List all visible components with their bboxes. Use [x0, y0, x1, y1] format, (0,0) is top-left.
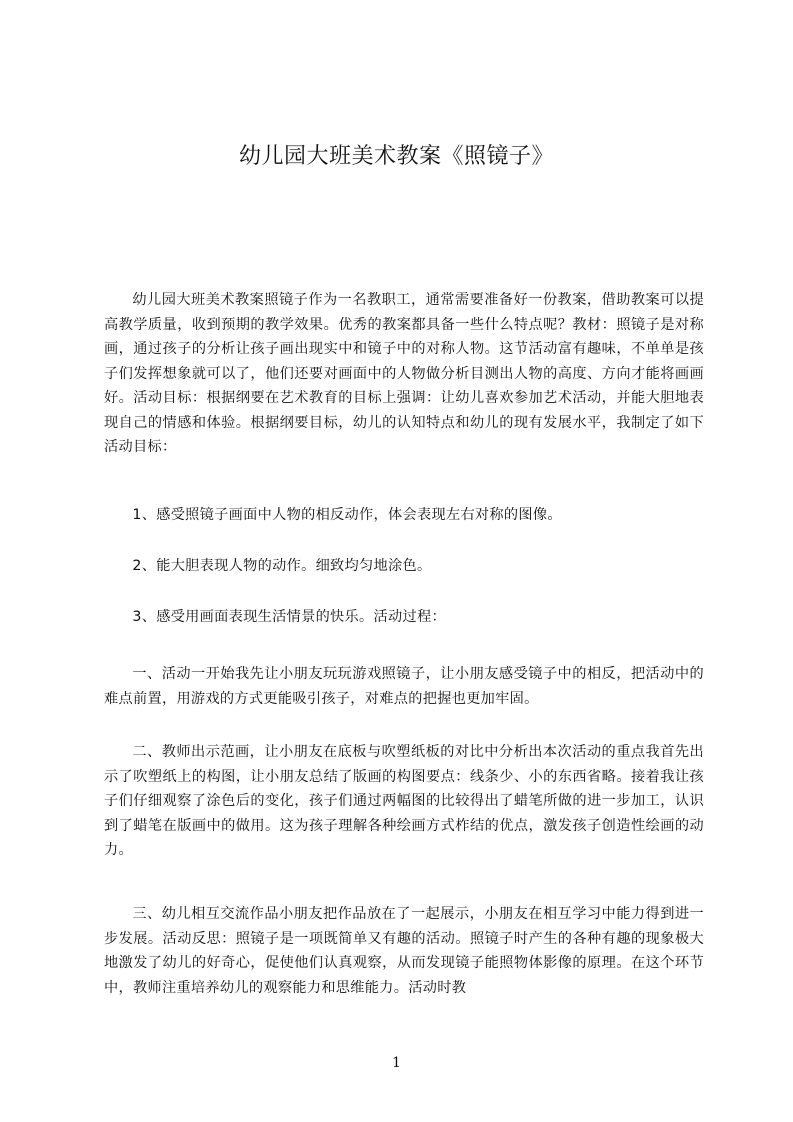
process-step-1: 一、活动一开始我先让小朋友玩玩游戏照镜子，让小朋友感受镜子中的相反，把活动中的难点前置，用游戏的方式更能吸引孩子，对难点的把握也更加牢固。: [104, 666, 704, 707]
goal-item-2: 2、能大胆表现人物的动作。细致均匀地涂色。: [132, 558, 432, 574]
process-step-2: 二、教师出示范画，让小朋友在底板与吹塑纸板的对比中分析出本次活动的重点我首先出示了吹塑纸上的构图，让小朋友总结了版画的构图要点：线条少、小的东西省略。接着我让孩子们仔细观察了涂色后的变化，孩子们通过两幅图的比较得出了蜡笔所做的进一步加工，认识到了蜡笔在版画中的做用。这为孩子理解各种绘画方式柞结的优点，激发孩子创造性绘画的动力。: [104, 744, 704, 858]
page-number: 1: [392, 1055, 401, 1071]
intro-paragraph: 幼儿园大班美术教案照镜子作为一名教职工，通常需要准备好一份教案，借助教案可以提高教学质量，收到预期的教学效果。优秀的教案都具备一些什么特点呢？教材：照镜子是对称画，通过孩子的分析让孩子画出现实中和镜子中的对称人物。这节活动富有趣味，不单单是孩子们发挥想象就可以了，他们还要对画面中的人物做分析目测出人物的高度、方向才能将画画好。活动目标：根据纲要在艺术教育的目标上强调：让幼儿喜欢参加艺术活动，并能大胆地表现自己的情感和体验。根据纲要目标，幼儿的认知特点和幼儿的现有发展水平，我制定了如下活动目标：: [104, 292, 704, 455]
process-step-3: 三、幼儿相互交流作品小朋友把作品放在了一起展示，小朋友在相互学习中能力得到进一步发展。活动反思：照镜子是一项既简单又有趣的活动。照镜子时产生的各种有趣的现象极大地激发了幼儿的好奇心，促使他们认真观察，从而发现镜子能照物体影像的原理。在这个环节中，教师注重培养幼儿的观察能力和思维能力。活动时教: [104, 906, 704, 996]
goal-item-1: 1、感受照镜子画面中人物的相反动作，体会表现左右对称的图像。: [132, 507, 562, 523]
goal-item-3: 3、感受用画面表现生活情景的快乐。活动过程：: [132, 609, 446, 625]
document-title: 幼儿园大班美术教案《照镜子》: [238, 144, 554, 169]
